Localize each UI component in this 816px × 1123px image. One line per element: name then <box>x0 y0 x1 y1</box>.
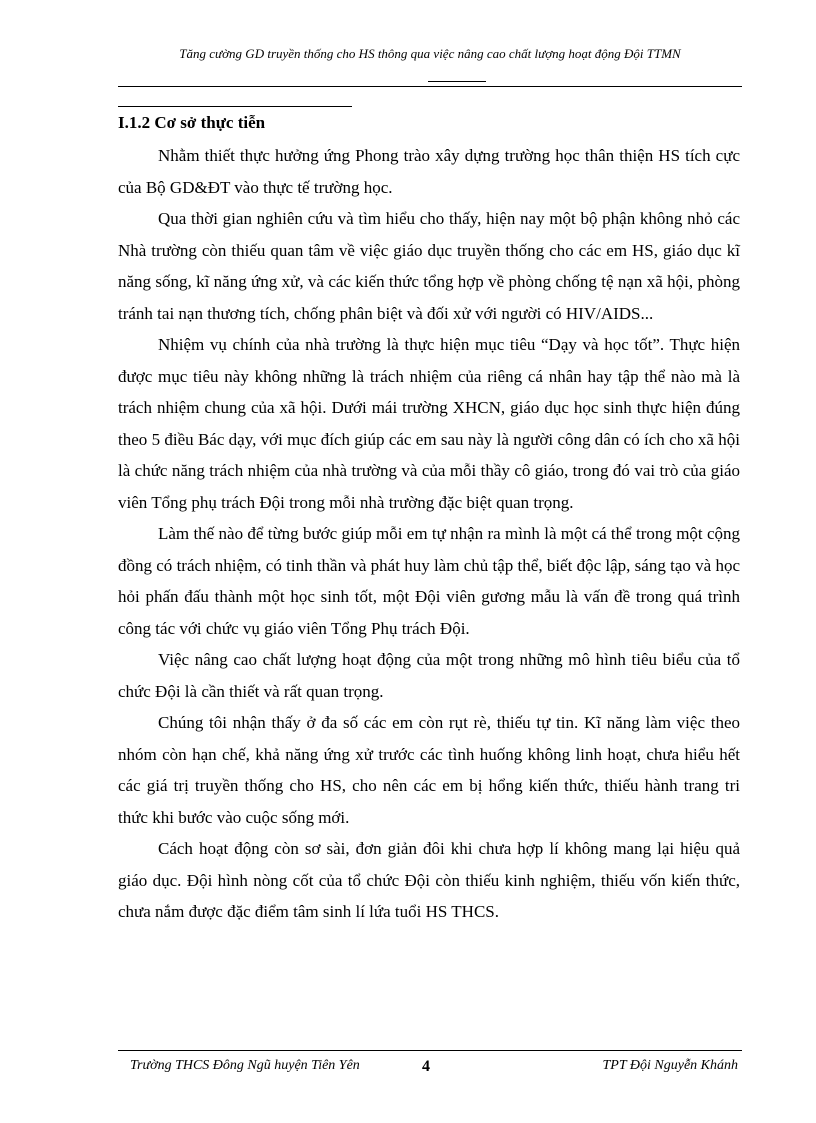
paragraph: Nhằm thiết thực hưởng ứng Phong trào xây dựng trường học thân thiện HS tích cực của Bộ GD&ĐT vào thực tế trường học. <box>118 146 740 197</box>
paragraph: Nhiệm vụ chính của nhà trường là thực hiện mục tiêu “Dạy và học tốt”. Thực hiện được mục tiêu này không những là trách nhiệm của riêng cá nhân hay tập thể nào mà là trách nhiệm chung của xã hội. Dưới mái trường XHCN, giáo dục học sinh thực hiện đúng theo 5 điều Bác dạy, với mục đích giúp các em sau này là người công dân có ích cho xã hội là chức năng trách nhiệm của nhà trường và của mỗi thầy cô giáo, trong đó vai trò của giáo viên Tổng phụ trách Đội trong mỗi nhà trường đặc biệt quan trọng. <box>118 335 740 512</box>
paragraph: Việc nâng cao chất lượng hoạt động của một trong những mô hình tiêu biểu của tổ chức Đội là cần thiết và rất quan trọng. <box>118 650 740 701</box>
header-divider <box>118 86 742 87</box>
footer-author: TPT Đội Nguyễn Khánh <box>602 1058 738 1073</box>
header-short-rule <box>428 81 486 82</box>
section-body <box>118 140 740 928</box>
page-number: 4 <box>422 1058 430 1075</box>
footer-school: Trường THCS Đông Ngũ huyện Tiên Yên <box>130 1058 360 1073</box>
paragraph: Làm thế nào để từng bước giúp mỗi em tự nhận ra mình là một cá thể trong một cộng đồng có trách nhiệm, có tinh thần và phát huy làm chủ tập thể, biết độc lập, sáng tạo và học hỏi phấn đấu thành một học sinh tốt, một Đội viên gương mẫu là vấn đề trong quá trình công tác với chức vụ giáo viên Tổng Phụ trách Đội. <box>118 524 740 638</box>
running-header: Tăng cường GD truyền thống cho HS thông qua việc nâng cao chất lượng hoạt động Đội TTMN <box>179 46 681 61</box>
paragraph: Qua thời gian nghiên cứu và tìm hiểu cho thấy, hiện nay một bộ phận không nhỏ các Nhà trường còn thiếu quan tâm về việc giáo dục truyền thống cho các em HS, giáo dục kĩ năng sống, kĩ năng ứng xử, và các kiến thức tổng hợp về phòng chống tệ nạn xã hội, phòng tránh tai nạn thương tích, chống phân biệt và đối xử với người có HIV/AIDS... <box>118 209 740 323</box>
footer-divider <box>118 1050 742 1051</box>
section-rule <box>118 106 352 107</box>
paragraph: Cách hoạt động còn sơ sài, đơn giản đôi khi chưa hợp lí không mang lại hiệu quả giáo dục. Đội hình nòng cốt của tổ chức Đội còn thiếu kinh nghiệm, thiếu vốn kiến thức, chưa nắm được đặc điểm tâm sinh lí lứa tuổi HS THCS. <box>118 839 740 921</box>
paragraph: Chúng tôi nhận thấy ở đa số các em còn rụt rè, thiếu tự tin. Kĩ năng làm việc theo nhóm còn hạn chế, khả năng ứng xử trước các tình huống không linh hoạt, chưa hiểu hết các giá trị truyền thống cho HS, cho nên các em bị hổng kiến thức, thiếu hành trang tri thức khi bước vào cuộc sống mới. <box>118 713 740 827</box>
section-heading: I.1.2 Cơ sở thực tiễn <box>118 113 266 132</box>
